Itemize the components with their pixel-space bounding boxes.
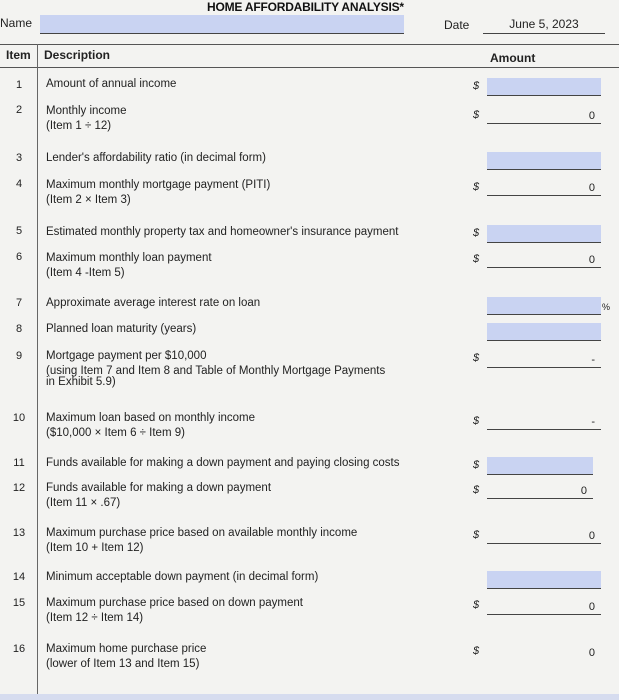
amount-value: 0	[588, 110, 595, 122]
name-field[interactable]	[40, 15, 404, 34]
amount-value-field	[487, 250, 601, 268]
row-description-line: Amount of annual income	[46, 78, 177, 90]
row-description	[46, 411, 255, 441]
row-description	[46, 596, 303, 626]
bottom-edge-bar	[0, 694, 619, 700]
row-description	[46, 151, 266, 166]
row-description	[46, 104, 127, 134]
row-item-number: 16	[12, 643, 26, 655]
row-description-line: in Exhibit 5.9)	[46, 376, 116, 388]
row-item-number: 9	[15, 350, 23, 362]
row-description-line: Monthly income	[46, 105, 127, 117]
row-description-line: Maximum loan based on monthly income	[46, 412, 256, 424]
percent-sign: %	[602, 302, 611, 312]
row-item-number: 3	[15, 152, 23, 164]
row-description	[46, 322, 196, 337]
row-description-line: (Item 12 ÷ Item 14)	[46, 612, 144, 624]
amount-value-field	[487, 597, 601, 615]
row-item-number: 4	[15, 178, 23, 190]
amount-input[interactable]	[487, 152, 601, 170]
row-description-line: Maximum purchase price based on available monthly income	[46, 527, 358, 539]
amount-value-field	[487, 526, 601, 544]
amount-value: -	[591, 416, 595, 428]
dollar-sign: $	[473, 352, 480, 364]
row-item-number: 14	[12, 571, 26, 583]
dollar-sign: $	[473, 529, 480, 541]
row-description-line: Maximum monthly loan payment	[46, 252, 212, 264]
row-description-line: Maximum purchase price based on down payment	[46, 597, 303, 609]
amount-value: 0	[588, 254, 595, 266]
row-description	[46, 481, 271, 511]
amount-value-field	[487, 350, 601, 368]
row-description-line: (Item 1 ÷ 12)	[46, 120, 112, 132]
amount-value: 0	[588, 601, 595, 613]
row-description	[46, 178, 270, 208]
row-description-line: (Item 4 -Item 5)	[46, 267, 125, 279]
row-description	[46, 642, 206, 672]
row-item-number: 2	[15, 104, 23, 116]
amount-input[interactable]	[487, 571, 601, 589]
row-description-line: (using Item 7 and Item 8 and Table of Monthly Mortgage Payments	[46, 365, 386, 377]
amount-value-field	[487, 106, 601, 124]
row-description-line: (lower of Item 13 and Item 15)	[46, 658, 200, 670]
row-description-line: (Item 11 × .67)	[46, 497, 121, 509]
row-description-line: Minimum acceptable down payment (in decimal form)	[46, 571, 319, 583]
row-description	[46, 225, 399, 240]
row-item-number: 8	[15, 323, 23, 335]
row-description	[46, 526, 357, 556]
row-description-line: Maximum monthly mortgage payment (PITI)	[46, 179, 271, 191]
row-description-line: Funds available for making a down payment and paying closing costs	[46, 457, 400, 469]
row-item-number: 7	[15, 297, 23, 309]
row-description	[46, 77, 176, 92]
column-header-amount: Amount	[490, 51, 536, 65]
row-item-number: 11	[13, 457, 25, 469]
amount-value: 0	[588, 182, 595, 194]
dollar-sign: $	[473, 484, 480, 496]
row-item-number: 15	[12, 597, 26, 609]
amount-value: 0	[588, 647, 595, 659]
name-label: Name	[0, 16, 33, 30]
row-description-line: Maximum home purchase price	[46, 643, 207, 655]
dollar-sign: $	[473, 645, 480, 657]
row-item-number: 10	[12, 412, 26, 424]
dollar-sign: $	[473, 80, 480, 92]
row-description-line: Approximate average interest rate on loan	[46, 297, 261, 309]
row-description-line: (Item 2 × Item 3)	[46, 194, 131, 206]
row-description-line: ($10,000 × Item 6 ÷ Item 9)	[46, 427, 185, 439]
date-label: Date	[444, 18, 470, 32]
row-item-number: 6	[15, 251, 23, 263]
amount-value-field	[487, 643, 601, 660]
row-description	[46, 296, 260, 311]
dollar-sign: $	[473, 459, 480, 471]
row-description	[46, 456, 400, 471]
row-description	[46, 251, 212, 281]
row-description-line: Funds available for making a down payment	[46, 482, 272, 494]
amount-value-field	[487, 178, 601, 196]
row-description	[46, 349, 385, 388]
amount-input[interactable]	[487, 457, 593, 475]
amount-input[interactable]	[487, 78, 601, 96]
dollar-sign: $	[473, 109, 480, 121]
dollar-sign: $	[473, 253, 480, 265]
row-description-line: Mortgage payment per $10,000	[46, 350, 207, 362]
row-item-number: 1	[15, 79, 23, 91]
amount-input[interactable]	[487, 323, 601, 341]
row-item-number: 5	[15, 225, 23, 237]
date-field[interactable]: June 5, 2023	[483, 17, 605, 34]
dollar-sign: $	[473, 227, 480, 239]
row-description-line: (Item 10 + Item 12)	[46, 542, 144, 554]
amount-value-field	[487, 481, 593, 499]
amount-value: 0	[588, 530, 595, 542]
page-title: HOME AFFORDABILITY ANALYSIS*	[207, 0, 404, 14]
row-description	[46, 570, 318, 585]
amount-value: 0	[580, 485, 587, 497]
amount-input[interactable]	[487, 297, 601, 315]
row-item-number: 12	[12, 482, 26, 494]
dollar-sign: $	[473, 181, 480, 193]
row-description-line: Estimated monthly property tax and homeowner's insurance payment	[46, 226, 399, 238]
row-item-number: 13	[12, 527, 26, 539]
dollar-sign: $	[473, 599, 480, 611]
row-description-line: Lender's affordability ratio (in decimal form)	[46, 152, 266, 164]
amount-input[interactable]	[487, 225, 601, 243]
amount-value-field	[487, 412, 601, 430]
dollar-sign: $	[473, 415, 480, 427]
column-header-description: Description	[44, 48, 111, 62]
amount-value: -	[591, 354, 595, 366]
column-header-item: Item	[6, 48, 31, 62]
column-divider	[37, 44, 38, 700]
row-description-line: Planned loan maturity (years)	[46, 323, 197, 335]
